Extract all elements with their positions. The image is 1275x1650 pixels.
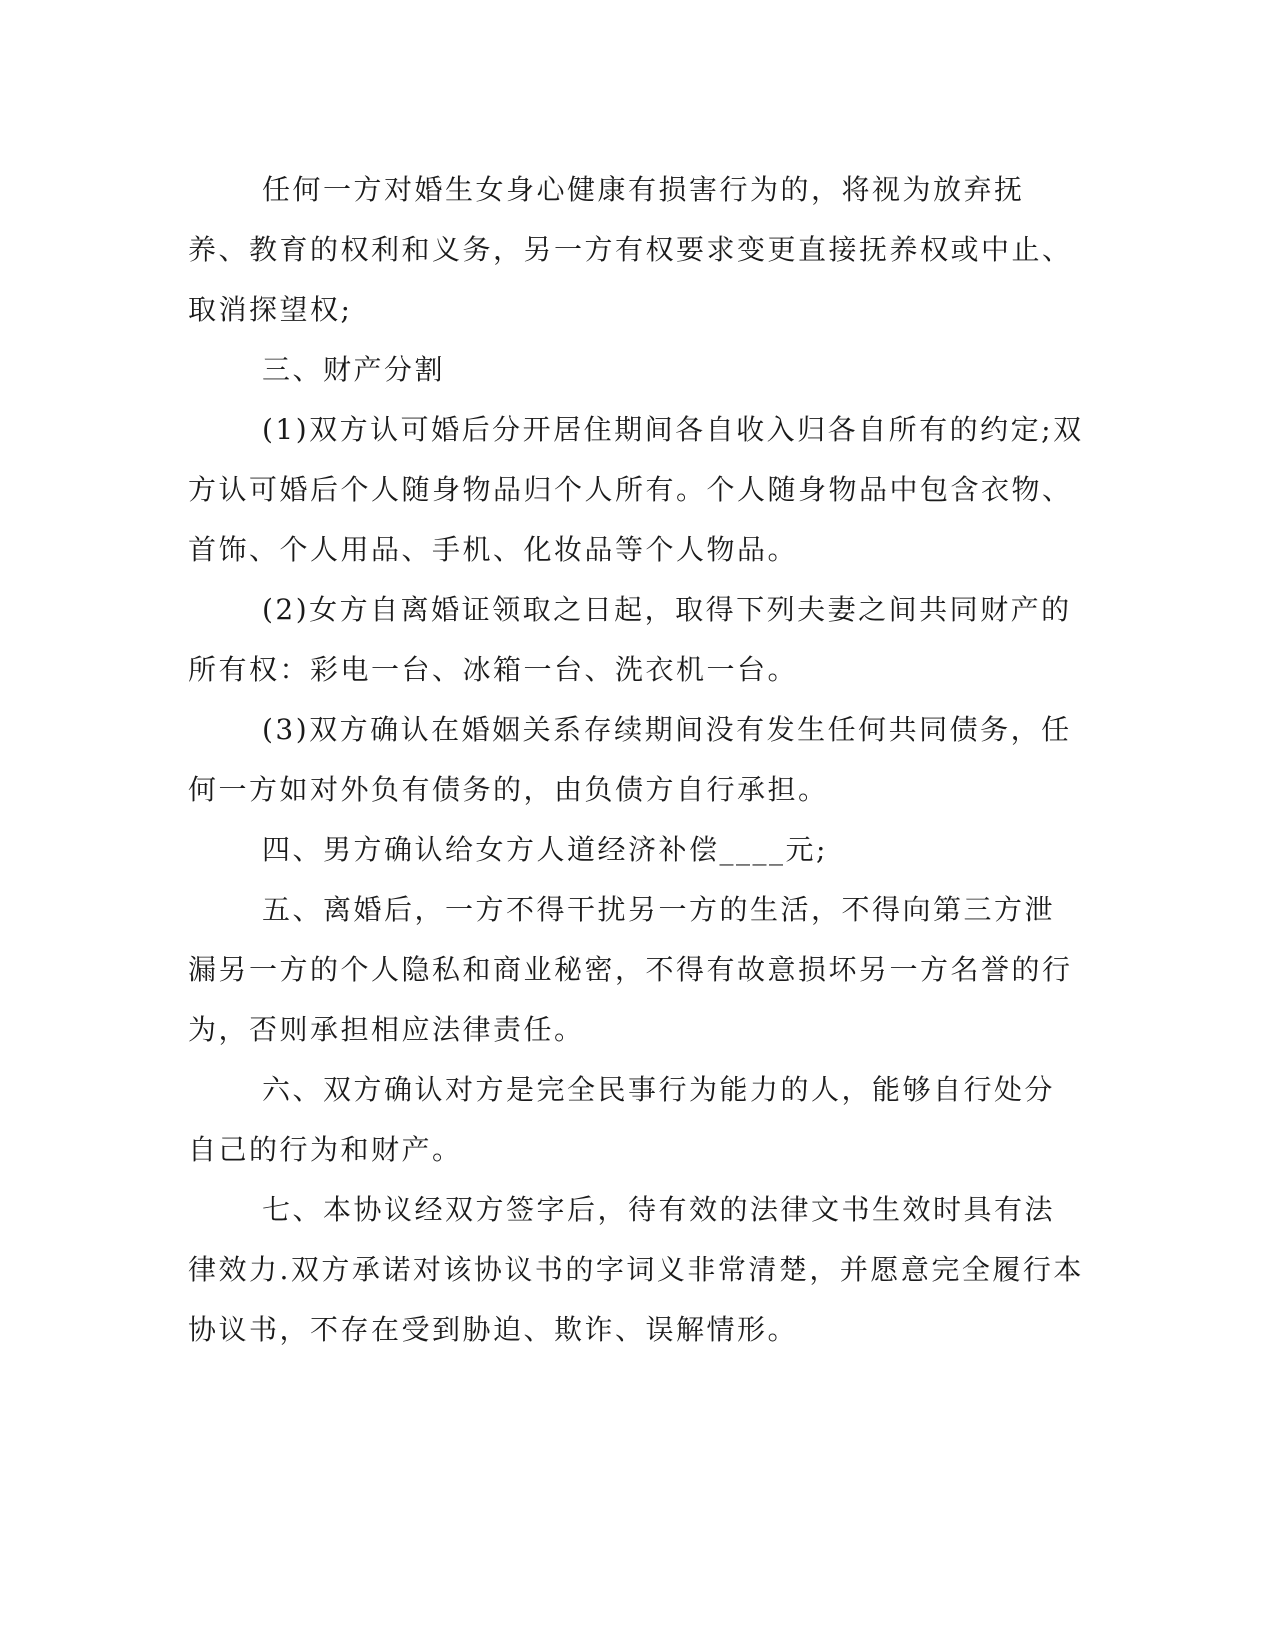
paragraph-property-1: (1)双方认可婚后分开居住期间各自收入归各自所有的约定;双方认可婚后个人随身物品归个人所有。个人随身物品中包含衣物、首饰、个人用品、手机、化妆品等个人物品。 xyxy=(188,413,1084,566)
heading-property-division: 三、财产分割 xyxy=(262,353,446,386)
paragraph-capacity: 六、双方确认对方是完全民事行为能力的人，能够自行处分自己的行为和财产。 xyxy=(188,1073,1056,1166)
paragraph-property-3: (3)双方确认在婚姻关系存续期间没有发生任何共同债务，任何一方如对外负有债务的，由负债方自行承担。 xyxy=(188,713,1072,806)
paragraph-effectiveness: 七、本协议经双方签字后，待有效的法律文书生效时具有法律效力.双方承诺对该协议书的字词义非常清楚，并愿意完全履行本协议书，不存在受到胁迫、欺诈、误解情形。 xyxy=(188,1193,1084,1346)
paragraph-privacy: 五、离婚后，一方不得干扰另一方的生活，不得向第三方泄漏另一方的个人隐私和商业秘密，不得有故意损坏另一方名誉的行为，否则承担相应法律责任。 xyxy=(188,893,1073,1046)
paragraph-property-2: (2)女方自离婚证领取之日起，取得下列夫妻之间共同财产的所有权：彩电一台、冰箱一台、洗衣机一台。 xyxy=(188,593,1072,686)
document-body xyxy=(188,160,1084,1360)
paragraph-custody-clause: 任何一方对婚生女身心健康有损害行为的，将视为放弃抚养、教育的权利和义务，另一方有权要求变更直接抚养权或中止、取消探望权; xyxy=(188,173,1073,326)
paragraph-compensation: 四、男方确认给女方人道经济补偿____元; xyxy=(262,833,828,866)
